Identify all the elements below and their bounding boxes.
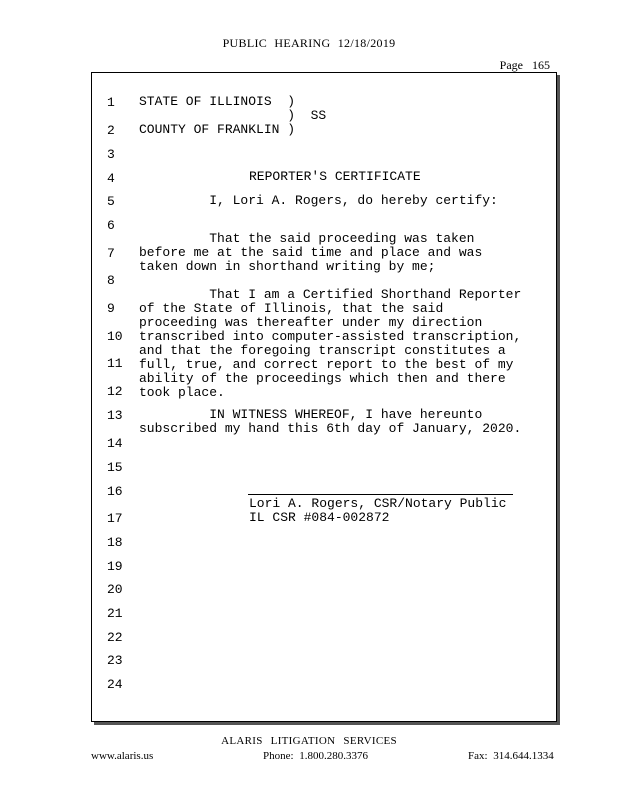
line-number-18: 18 [107, 535, 123, 550]
signature-line [248, 494, 513, 495]
line-number-13: 13 [107, 408, 123, 423]
line-number-11: 11 [107, 356, 123, 371]
line-number-22: 22 [107, 630, 123, 645]
caption-state: STATE OF ILLINOIS ) [139, 94, 296, 109]
footer-phone: Phone: 1.800.280.3376 [263, 750, 369, 762]
line-number-19: 19 [107, 559, 123, 574]
line-number-7: 7 [107, 246, 115, 261]
signature-name: Lori A. Rogers, CSR/Notary Public [249, 496, 507, 511]
line-number-5: 5 [107, 194, 115, 209]
line-number-3: 3 [107, 147, 115, 162]
line-number-10: 10 [107, 329, 123, 344]
certificate-title: REPORTER'S CERTIFICATE [249, 169, 421, 184]
line-number-16: 16 [107, 484, 123, 499]
line-number-23: 23 [107, 653, 123, 668]
certify-statement: I, Lori A. Rogers, do hereby certify: [139, 193, 498, 208]
line-number-24: 24 [107, 677, 123, 692]
paragraph-certification: That I am a Certified Shorthand Reporter of the State of Illinois, that the said proceeding was thereafter under my direction transcribed into computer-assisted transcription, and that the foregoing transcript constitutes a full, true, and correct report to the best of my ability of the proceedings which then and there took place. [139, 287, 522, 400]
line-number-21: 21 [107, 606, 123, 621]
line-number-9: 9 [107, 301, 115, 316]
line-number-14: 14 [107, 436, 123, 451]
page-number: Page 165 [499, 58, 550, 72]
line-number-2: 2 [107, 123, 115, 138]
footer-website: www.alaris.us [91, 750, 154, 762]
caption-county: COUNTY OF FRANKLIN ) [139, 122, 296, 137]
line-number-15: 15 [107, 460, 123, 475]
paragraph-proceeding: That the said proceeding was taken before me at the said time and place and was taken down in shorthand writing by me; [139, 231, 483, 274]
line-number-8: 8 [107, 273, 115, 288]
line-number-17: 17 [107, 511, 123, 526]
signature-license: IL CSR #084-002872 [249, 510, 390, 525]
line-number-6: 6 [107, 218, 115, 233]
line-number-4: 4 [107, 171, 115, 186]
footer-company: ALARIS LITIGATION SERVICES [221, 735, 397, 747]
footer-fax: Fax: 314.644.1334 [468, 750, 554, 762]
paragraph-witness: IN WITNESS WHEREOF, I have hereunto subscribed my hand this 6th day of January, 2020. [139, 407, 522, 436]
line-number-1: 1 [107, 95, 115, 110]
line-number-12: 12 [107, 384, 123, 399]
header-title: PUBLIC HEARING 12/18/2019 [222, 36, 396, 50]
line-number-20: 20 [107, 582, 123, 597]
caption-ss: ) SS [139, 108, 327, 123]
